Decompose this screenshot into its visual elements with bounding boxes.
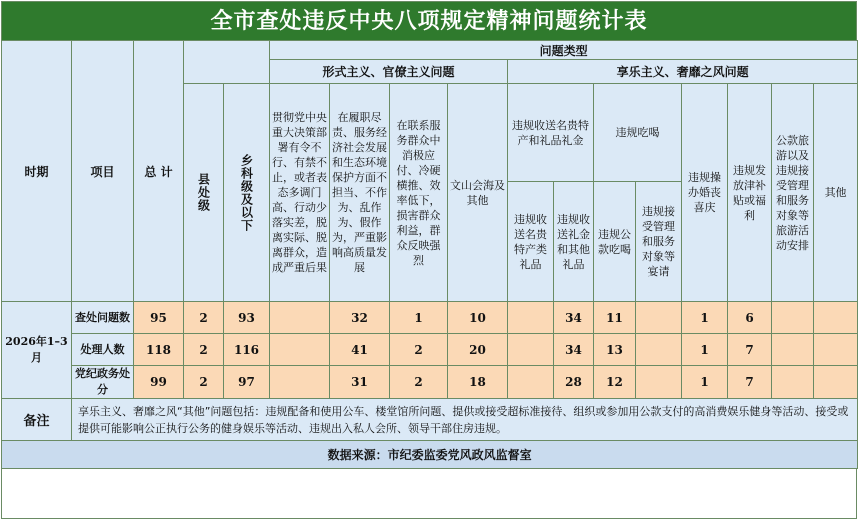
- cell-d1: 11: [594, 302, 636, 334]
- header-dining-2: 违规接受管理和服务对象等宴请: [636, 182, 682, 302]
- table-row: [2, 366, 858, 399]
- cell-other: [814, 334, 858, 366]
- header-f4: 文山会海及其他: [448, 84, 508, 302]
- header-wedding: 违规操办婚丧喜庆: [682, 84, 728, 302]
- cell-d2: [636, 366, 682, 399]
- stats-sheet: [1, 1, 857, 519]
- cell-township: 97: [224, 366, 270, 399]
- cell-g2: 28: [554, 366, 594, 399]
- header-period: 时期: [2, 41, 72, 302]
- cell-g1: [508, 302, 554, 334]
- header-other: 其他: [814, 84, 858, 302]
- cell-d1: 13: [594, 334, 636, 366]
- header-gift-2: 违规收送礼金和其他礼品: [554, 182, 594, 302]
- cell-county: 2: [184, 302, 224, 334]
- cell-f4: 18: [448, 366, 508, 399]
- table-row: [2, 302, 858, 334]
- header-dining-1: 违规公款吃喝: [594, 182, 636, 302]
- cell-f2: 31: [330, 366, 390, 399]
- header-gift: 违规收送名贵特产和礼品礼金: [508, 84, 594, 182]
- header-blank-level: [184, 41, 270, 84]
- cell-township: 116: [224, 334, 270, 366]
- cell-wedding: 1: [682, 366, 728, 399]
- row-item: 查处问题数: [72, 302, 134, 334]
- cell-d1: 12: [594, 366, 636, 399]
- header-f1: 贯彻党中央重大决策部署有令不行、有禁不止，或者表态多调门高、行动少落实差，脱离实际、脱离群众，造成严重后果: [270, 84, 330, 302]
- cell-d2: [636, 302, 682, 334]
- header-f2: 在履职尽责、服务经济社会发展和生态环境保护方面不担当、不作为、乱作为、假作为，严重影响高质量发展: [330, 84, 390, 302]
- cell-total: 118: [134, 334, 184, 366]
- header-f3: 在联系服务群众中消极应付、冷硬横推、效率低下，损害群众利益，群众反映强烈: [390, 84, 448, 302]
- header-dining: 违规吃喝: [594, 84, 682, 182]
- header-hedonism: 享乐主义、奢靡之风问题: [508, 60, 858, 84]
- header-total: 总 计: [134, 41, 184, 302]
- cell-f3: 1: [390, 302, 448, 334]
- cell-county: 2: [184, 366, 224, 399]
- cell-other: [814, 302, 858, 334]
- header-gift-1: 违规收送名贵特产类礼品: [508, 182, 554, 302]
- cell-subsidy: 7: [728, 334, 772, 366]
- cell-total: 95: [134, 302, 184, 334]
- header-problem-type: 问题类型: [270, 41, 858, 60]
- row-item: 党纪政务处分: [72, 366, 134, 399]
- cell-total: 99: [134, 366, 184, 399]
- cell-f1: [270, 334, 330, 366]
- cell-f3: 2: [390, 334, 448, 366]
- header-item: 项目: [72, 41, 134, 302]
- header-travel: 公款旅游以及违规接受管理和服务对象等旅游活动安排: [772, 84, 814, 302]
- cell-wedding: 1: [682, 302, 728, 334]
- header-subsidy: 违规发放津补贴或福利: [728, 84, 772, 302]
- stats-table: [1, 40, 858, 469]
- cell-travel: [772, 366, 814, 399]
- cell-f4: 10: [448, 302, 508, 334]
- cell-township: 93: [224, 302, 270, 334]
- cell-g2: 34: [554, 334, 594, 366]
- note-label: 备注: [2, 399, 72, 441]
- cell-f3: 2: [390, 366, 448, 399]
- header-township: 乡科级及以下: [224, 84, 270, 302]
- cell-other: [814, 366, 858, 399]
- cell-d2: [636, 334, 682, 366]
- note-text: 享乐主义、奢靡之风“其他”问题包括：违规配备和使用公车、楼堂馆所问题、提供或接受超标准接待、组织或参加用公款支付的高消费娱乐健身等活动、接受或提供可能影响公正执行公务的健身娱乐等活动、违规出入私人会所、领导干部住房违规。: [72, 399, 858, 441]
- header-county: 县处级: [184, 84, 224, 302]
- cell-county: 2: [184, 334, 224, 366]
- cell-travel: [772, 334, 814, 366]
- cell-f2: 32: [330, 302, 390, 334]
- period-cell: 2026年1–3月: [2, 302, 72, 399]
- cell-f1: [270, 302, 330, 334]
- cell-g1: [508, 334, 554, 366]
- cell-travel: [772, 302, 814, 334]
- table-row: [2, 334, 858, 366]
- cell-f2: 41: [330, 334, 390, 366]
- cell-wedding: 1: [682, 334, 728, 366]
- cell-f4: 20: [448, 334, 508, 366]
- cell-g1: [508, 366, 554, 399]
- cell-f1: [270, 366, 330, 399]
- cell-subsidy: 6: [728, 302, 772, 334]
- header-formalism: 形式主义、官僚主义问题: [270, 60, 508, 84]
- data-source: 数据来源：市纪委监委党风政风监督室: [2, 441, 858, 469]
- cell-g2: 34: [554, 302, 594, 334]
- page-title: 全市查处违反中央八项规定精神问题统计表: [2, 2, 856, 41]
- row-item: 处理人数: [72, 334, 134, 366]
- cell-subsidy: 7: [728, 366, 772, 399]
